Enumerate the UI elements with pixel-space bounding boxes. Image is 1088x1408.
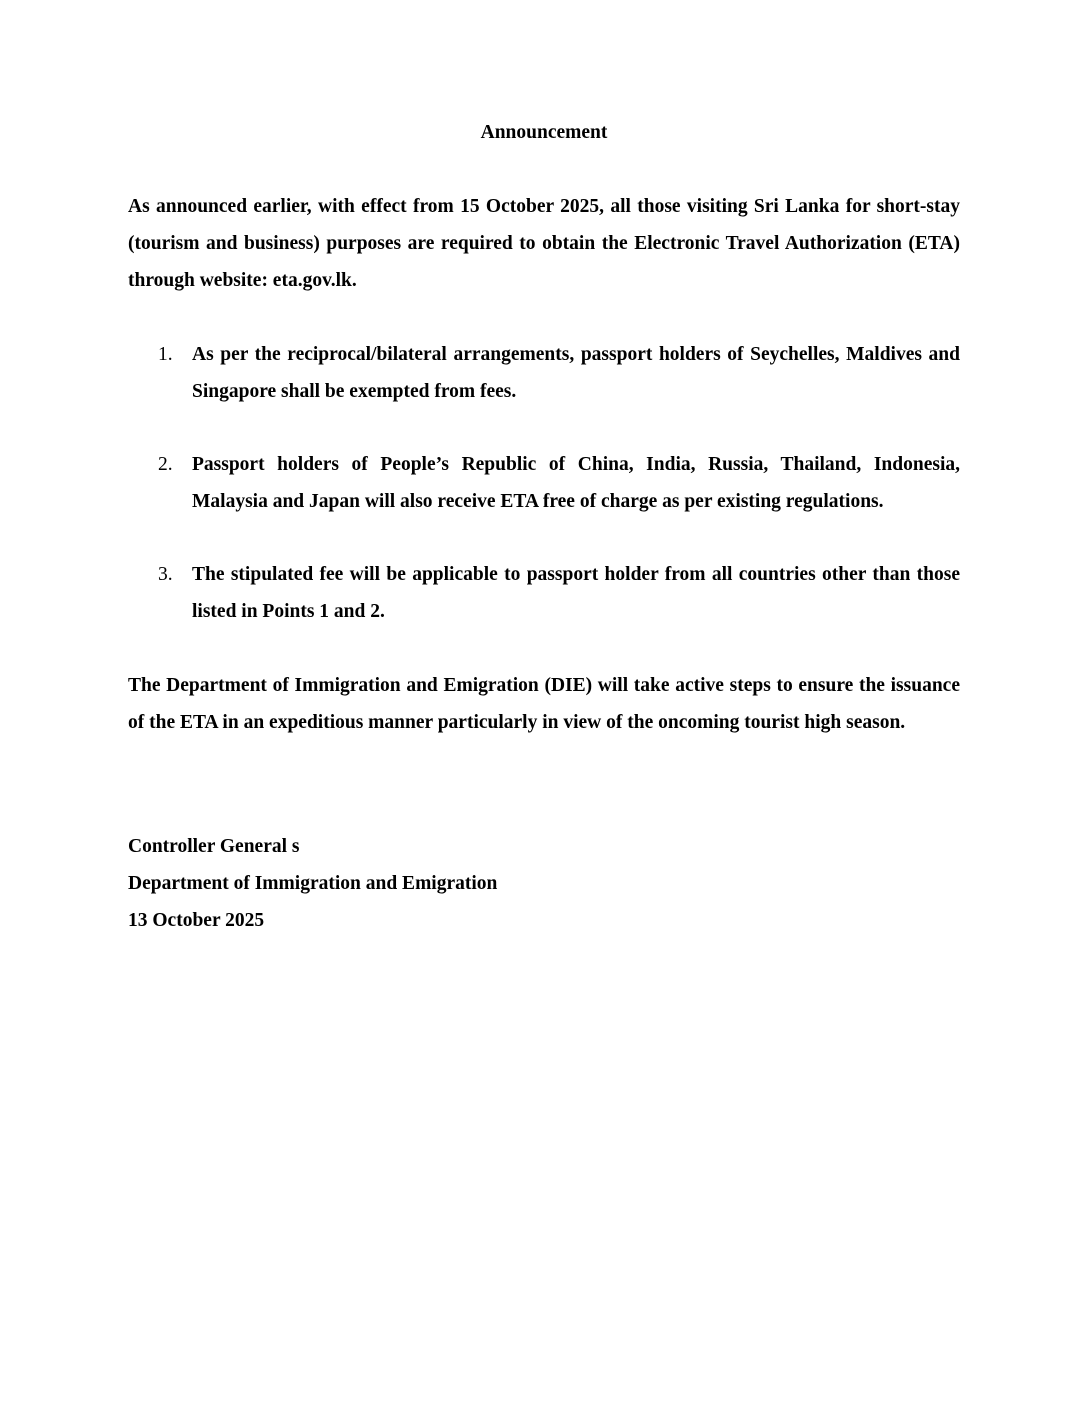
signature-block — [128, 828, 497, 939]
list-item-text: Passport holders of People’s Republic of China, India, Russia, Thailand, Indonesia, Malaysia and Japan will also receive ETA free of charge as per existing regulations. — [192, 454, 960, 512]
signatory-department: Department of Immigration and Emigration — [128, 873, 498, 894]
signatory-title: Controller General s — [128, 836, 300, 857]
closing-paragraph: The Department of Immigration and Emigration (DIE) will take active steps to ensure the issuance of the ETA in an expeditious manner particularly in view of the oncoming tourist high season. — [128, 675, 960, 733]
list-item — [128, 336, 960, 410]
list-item-number: 2. — [158, 454, 173, 475]
intro-paragraph: As announced earlier, with effect from 15 October 2025, all those visiting Sri Lanka for short-stay (tourism and business) purposes are required to obtain the Electronic Travel Authorization (ETA) through website: eta.gov.lk. — [128, 196, 960, 291]
list-item-number: 1. — [158, 344, 173, 365]
signature-date: 13 October 2025 — [128, 910, 265, 931]
list-item — [128, 556, 960, 630]
list-item-text: As per the reciprocal/bilateral arrangements, passport holders of Seychelles, Maldives and Singapore shall be exempted from fees. — [192, 344, 960, 402]
list-item-number: 3. — [158, 564, 173, 585]
document-title: Announcement — [480, 122, 608, 143]
list-item — [128, 446, 960, 520]
list-item-text: The stipulated fee will be applicable to passport holder from all countries other than those listed in Points 1 and 2. — [192, 564, 960, 622]
